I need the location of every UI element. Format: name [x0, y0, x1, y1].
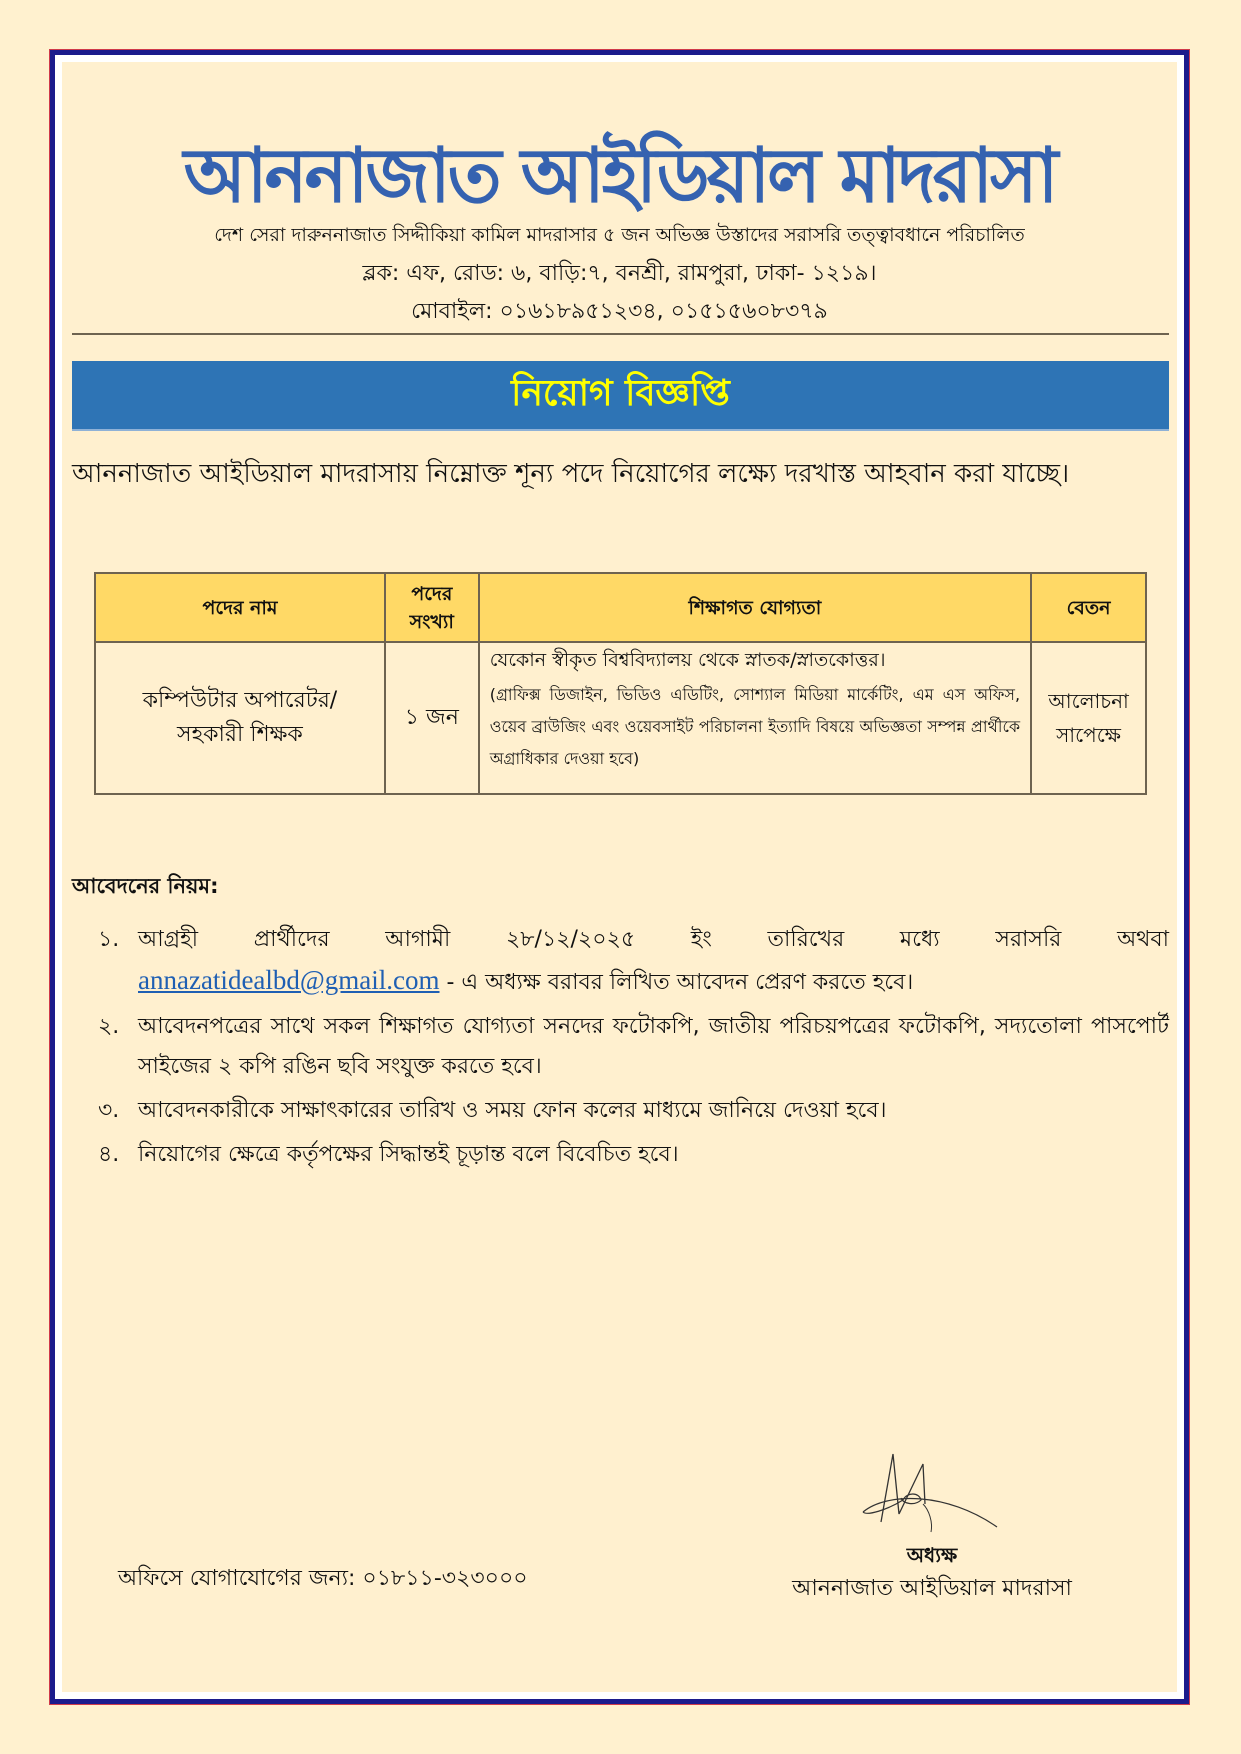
qualification-preference: (গ্রাফিক্স ডিজাইন, ভিডিও এডিটিং, সোশ্যাল মিডিয়া মার্কেটিং, এম এস অফিস, ওয়েব ব্রাউজিং এবং ওয়েবসাইট পরিচালনা ইত্যাদি বিষয়ে অভিজ্ঞতা সম্পন্ন প্রার্থীকে অগ্রাধিকার দেওয়া হবে) [489, 685, 1021, 768]
cell-salary: আলোচনা সাপেক্ষে [1031, 642, 1146, 794]
vacancy-table [94, 572, 1147, 795]
signatory-title: অধ্যক্ষ [906, 1543, 958, 1567]
notice-banner-title: নিয়োগ বিজ্ঞপ্তি [511, 373, 730, 414]
rule-item [98, 1091, 1169, 1131]
header-qualification: শিক্ষাগত যোগ্যতা [479, 573, 1031, 642]
rule-number: ১. [98, 927, 120, 952]
institution-title: আননাজাত আইডিয়াল মাদরাসা [183, 130, 1056, 220]
rule-item [98, 1007, 1169, 1087]
rule-1-line-1: আগ্রহী প্রার্থীদের আগামী ২৮/১২/২০২৫ ইং তারিখের মধ্যে সরাসরি অথবা [138, 927, 1169, 952]
header-post-count: পদের সংখ্যা [385, 573, 479, 642]
notice-banner [72, 361, 1169, 431]
notice-page [62, 62, 1177, 1692]
rules-list [98, 920, 1169, 1179]
table-row [95, 642, 1146, 794]
qualification-main: যেকোন স্বীকৃত বিশ্ববিদ্যালয় থেকে স্নাতক/স্নাতকোত্তর। [489, 649, 886, 671]
cell-post-count: ১ জন [385, 642, 479, 794]
cell-qualification [479, 642, 1031, 794]
cell-post-name: কম্পিউটার অপারেটর/সহকারী শিক্ষক [95, 642, 385, 794]
rules-heading: আবেদনের নিয়ম: [72, 874, 219, 898]
rule-1-line-2: - এ অধ্যক্ষ বরাবর লিখিত আবেদন প্রেরণ করতে হবে। [439, 970, 914, 995]
institution-mobile: মোবাইল: ০১৬১৮৯৫১২৩৪, ০১৫১৫৬০৮৩৭৯ [411, 299, 828, 324]
rule-number: ৩. [98, 1098, 120, 1123]
signatory-organization: আননাজাত আইডিয়াল মাদরাসা [792, 1576, 1072, 1601]
header-salary: বেতন [1031, 573, 1146, 642]
rule-number: ২. [98, 1014, 120, 1039]
rule-text: আবেদনকারীকে সাক্ষাৎকারের তারিখ ও সময় ফোন কলের মাধ্যমে জানিয়ে দেওয়া হবে। [138, 1098, 887, 1123]
rule-text: নিয়োগের ক্ষেত্রে কর্তৃপক্ষের সিদ্ধান্তই চূড়ান্ত বলে বিবেচিত হবে। [138, 1142, 679, 1167]
table-header-row [95, 573, 1146, 642]
institution-address: ব্লক: এফ, রোড: ৬, বাড়ি:৭, বনশ্রী, রামপুরা, ঢাকা- ১২১৯। [362, 261, 877, 286]
rule-number: ৪. [98, 1142, 120, 1167]
signature-block [762, 1452, 1102, 1606]
office-contact: অফিসে যোগাযোগের জন্য: ০১৮১১-৩২৩০০০ [118, 1566, 528, 1591]
rule-text: আবেদনপত্রের সাথে সকল শিক্ষাগত যোগ্যতা সনদের ফটোকপি, জাতীয় পরিচয়পত্রের ফটোকপি, সদ্যতোলা পাসপোর্ট সাইজের ২ কপি রঙিন ছবি সংযুক্ত করতে হবে। [138, 1014, 1169, 1079]
rule-item [98, 1135, 1169, 1175]
intro-paragraph: আননাজাত আইডিয়াল মাদরাসায় নিম্নোক্ত শূন্য পদে নিয়োগের লক্ষ্যে দরখাস্ত আহবান করা যাচ্ছে। [72, 459, 1070, 489]
signature-image [857, 1452, 1007, 1542]
institution-subtitle: দেশ সেরা দারুননাজাত সিদ্দীকিয়া কামিল মাদরাসার ৫ জন অভিজ্ঞ উস্তাদের সরাসরি তত্ত্বাবধানে পরিচালিত [214, 224, 1025, 246]
header-divider [72, 333, 1169, 335]
rule-item [98, 920, 1169, 1003]
header-post-name: পদের নাম [95, 573, 385, 642]
email-link[interactable]: annazatidealbd@gmail.com [138, 965, 440, 995]
